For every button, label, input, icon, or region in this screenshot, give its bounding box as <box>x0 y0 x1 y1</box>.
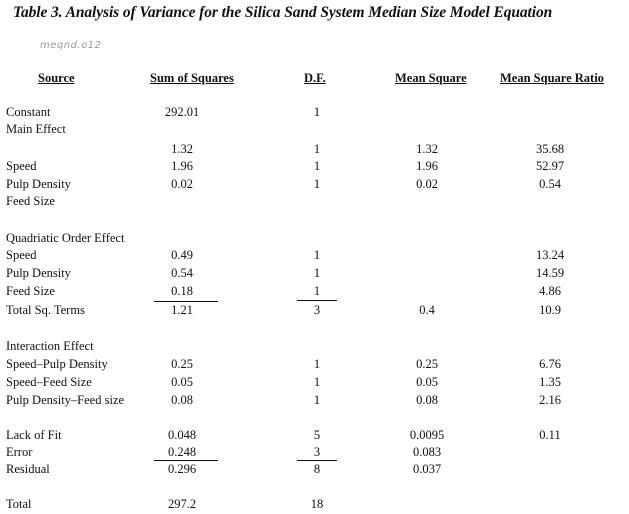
table-row <box>0 303 629 320</box>
table-row <box>0 462 629 479</box>
source-cell: Total <box>6 497 32 511</box>
df-cell: 1 <box>313 142 321 156</box>
sum-of-squares-cell: 292.01 <box>164 105 200 119</box>
df-cell: 5 <box>313 428 321 442</box>
table-row <box>0 159 629 176</box>
sum-of-squares-cell: 297.2 <box>167 497 197 511</box>
mean-square-ratio-cell: 35.68 <box>535 142 565 156</box>
source-cell: Main Effect <box>6 122 66 136</box>
table-row <box>0 105 629 122</box>
header-mean-square-ratio: Mean Square Ratio <box>500 71 604 85</box>
table-row <box>0 194 629 211</box>
df-cell: 1 <box>313 159 321 173</box>
sum-of-squares-cell: 0.248 <box>167 445 197 459</box>
df-cell: 18 <box>310 497 324 511</box>
mean-square-ratio-cell: 52.97 <box>535 159 565 173</box>
table-row <box>0 248 629 265</box>
mean-square-ratio-cell: 10.9 <box>539 303 561 317</box>
sum-of-squares-cell: 0.54 <box>171 266 193 280</box>
table-title: Table 3. Analysis of Variance for the Silica Sand System Median Size Model Equation <box>13 4 553 21</box>
sum-rule-df-quadratic <box>297 300 337 301</box>
sum-of-squares-cell: 0.048 <box>167 428 197 442</box>
sum-of-squares-cell: 0.49 <box>171 248 193 262</box>
source-cell: Speed <box>6 159 37 173</box>
mean-square-cell: 0.083 <box>412 445 442 459</box>
table-row <box>0 122 629 139</box>
sum-rule-df-residual <box>297 460 337 461</box>
header-df: D.F. <box>304 71 326 85</box>
source-cell: Speed–Pulp Density <box>6 357 108 371</box>
mean-square-ratio-cell: 1.35 <box>539 375 561 389</box>
df-cell: 1 <box>313 266 321 280</box>
df-cell: 1 <box>313 375 321 389</box>
source-cell: Total Sq. Terms <box>6 303 85 317</box>
mean-square-ratio-cell: 2.16 <box>539 393 561 407</box>
source-cell: Constant <box>6 105 51 119</box>
sum-of-squares-cell: 0.18 <box>171 284 193 298</box>
source-cell: Quadriatic Order Effect <box>6 231 125 245</box>
header-sum-of-squares: Sum of Squares <box>150 71 234 85</box>
sum-of-squares-cell: 0.05 <box>171 375 193 389</box>
sum-of-squares-cell: 1.96 <box>171 159 193 173</box>
source-cell: Feed Size <box>6 284 55 298</box>
mean-square-cell: 0.25 <box>416 357 438 371</box>
source-cell: Pulp Density <box>6 266 71 280</box>
source-cell: Speed <box>6 248 37 262</box>
source-cell: Lack of Fit <box>6 428 62 442</box>
df-cell: 1 <box>313 284 321 298</box>
sum-of-squares-cell: 1.32 <box>171 142 193 156</box>
mean-square-cell: 0.4 <box>419 303 435 317</box>
source-cell: Feed Size <box>6 194 55 208</box>
source-cell: Interaction Effect <box>6 339 94 353</box>
sum-of-squares-cell: 1.21 <box>171 303 193 317</box>
df-cell: 1 <box>313 177 321 191</box>
df-cell: 3 <box>313 303 321 317</box>
df-cell: 1 <box>313 105 321 119</box>
mean-square-ratio-cell: 14.59 <box>535 266 565 280</box>
table-row <box>0 393 629 410</box>
source-cell: Speed–Feed Size <box>6 375 92 389</box>
mean-square-cell: 1.96 <box>416 159 438 173</box>
mean-square-ratio-cell: 4.86 <box>539 284 561 298</box>
sum-of-squares-cell: 0.25 <box>171 357 193 371</box>
mean-square-ratio-cell: 0.11 <box>539 428 561 442</box>
table-row <box>0 266 629 283</box>
mean-square-cell: 0.08 <box>416 393 438 407</box>
source-cell: Error <box>6 445 33 459</box>
sum-rule-squares-quadratic <box>154 301 218 302</box>
sum-of-squares-cell: 0.02 <box>171 177 193 191</box>
mean-square-cell: 1.32 <box>416 142 438 156</box>
source-cell: Residual <box>6 462 50 476</box>
mean-square-cell: 0.0095 <box>409 428 445 442</box>
df-cell: 8 <box>313 462 321 476</box>
mean-square-ratio-cell: 6.76 <box>539 357 561 371</box>
mean-square-cell: 0.05 <box>416 375 438 389</box>
table-row <box>0 177 629 194</box>
table-row <box>0 339 629 356</box>
table-row <box>0 231 629 248</box>
df-cell: 1 <box>313 357 321 371</box>
table-row <box>0 357 629 374</box>
table-row <box>0 497 629 514</box>
df-cell: 3 <box>313 445 321 459</box>
df-cell: 1 <box>313 393 321 407</box>
sum-of-squares-cell: 0.296 <box>167 462 197 476</box>
source-cell: Pulp Density–Feed size <box>6 393 125 407</box>
table-row <box>0 284 629 301</box>
sum-of-squares-cell: 0.08 <box>171 393 193 407</box>
header-mean-square: Mean Square <box>395 71 467 85</box>
handwritten-annotation: meqnd.o12 <box>40 40 102 51</box>
mean-square-ratio-cell: 0.54 <box>539 177 561 191</box>
header-source: Source <box>38 71 75 85</box>
source-cell: Pulp Density <box>6 177 71 191</box>
table-row <box>0 428 629 445</box>
mean-square-cell: 0.037 <box>412 462 442 476</box>
table-row <box>0 375 629 392</box>
sum-rule-squares-residual <box>154 460 218 461</box>
table-row <box>0 142 629 159</box>
mean-square-cell: 0.02 <box>416 177 438 191</box>
mean-square-ratio-cell: 13.24 <box>535 248 565 262</box>
df-cell: 1 <box>313 248 321 262</box>
